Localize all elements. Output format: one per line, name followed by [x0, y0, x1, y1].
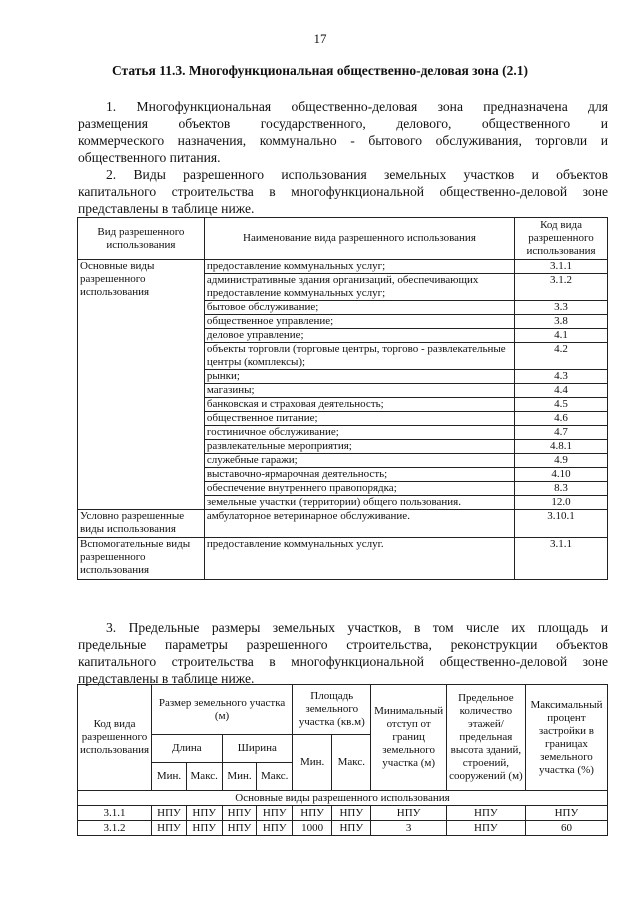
cell-code: 3.1.1 [78, 806, 152, 821]
cell-len-min: НПУ [152, 806, 187, 821]
use-name: гостиничное обслуживание; [204, 426, 514, 440]
cell-floors: НПУ [446, 806, 525, 821]
use-code: 12.0 [515, 496, 608, 510]
cell-wid-min: НПУ [222, 821, 257, 836]
cell-wid-max: НПУ [257, 821, 293, 836]
paragraph-3-line: капитального строительства в многофункциональной общественно-деловой зоне [78, 654, 608, 669]
paragraph-1-line: размещения объектов государственного, делового, общественного и [78, 116, 608, 131]
permitted-use-table [77, 217, 608, 580]
header-width-max: Макс. [257, 763, 293, 791]
paragraph-3-line: представлены в таблице ниже. [78, 671, 255, 686]
use-code: 3.3 [515, 301, 608, 315]
table-row [78, 510, 608, 538]
use-name: амбулаторное ветеринарное обслуживание. [204, 510, 514, 538]
use-name: банковская и страховая деятельность; [204, 398, 514, 412]
cell-setback: НПУ [371, 806, 446, 821]
header-area: Площадь земельного участка (кв.м) [293, 685, 371, 735]
header-coverage: Максимальный процент застройки в границах земельного участка (%) [525, 685, 607, 791]
auxiliary-uses-group [78, 538, 608, 580]
use-name: магазины; [204, 384, 514, 398]
use-name: развлекательные мероприятия; [204, 440, 514, 454]
table-row [78, 260, 608, 274]
header-area-max: Макс. [332, 735, 371, 791]
use-code: 3.8 [515, 315, 608, 329]
use-name: служебные гаражи; [204, 454, 514, 468]
table-row [78, 821, 608, 836]
use-name: предоставление коммунальных услуг; [204, 260, 514, 274]
cell-coverage: НПУ [525, 806, 607, 821]
paragraph-2 [78, 166, 608, 217]
cell-setback: 3 [371, 821, 446, 836]
conditional-uses-group [78, 510, 608, 538]
paragraph-3-line: 3. Предельные размеры земельных участков, в том числе их площадь и [106, 620, 608, 635]
use-name: административные здания организаций, обеспечивающих предоставление коммунальных услуг; [204, 274, 514, 301]
paragraph-1 [78, 98, 608, 166]
paragraph-1-line: коммерческого назначения, коммунально - бытового обслуживания, торговли и [78, 133, 608, 148]
use-name: деловое управление; [204, 329, 514, 343]
use-code: 4.3 [515, 370, 608, 384]
use-code: 4.8.1 [515, 440, 608, 454]
header-width: Ширина [222, 735, 293, 763]
article-title: Статья 11.3. Многофункциональная общественно-деловая зона (2.1) [111, 63, 528, 78]
page-number: 17 [313, 31, 327, 46]
header-use-name: Наименование вида разрешенного использования [204, 218, 514, 260]
header-length-min: Мин. [152, 763, 187, 791]
use-name: объекты торговли (торговые центры, торгово - развлекательные центры (комплексы); [204, 343, 514, 370]
use-code: 8.3 [515, 482, 608, 496]
use-name: общественное управление; [204, 315, 514, 329]
paragraph-2-line: 2. Виды разрешенного использования земельных участков и объектов [106, 167, 608, 182]
table-row [78, 806, 608, 821]
header-use-kind: Вид разрешенного использования [78, 218, 205, 260]
use-name: общественное питание; [204, 412, 514, 426]
use-code: 4.4 [515, 384, 608, 398]
use-code: 4.10 [515, 468, 608, 482]
cell-area-min: 1000 [293, 821, 332, 836]
use-code: 4.2 [515, 343, 608, 370]
use-code: 4.6 [515, 412, 608, 426]
cell-len-max: НПУ [186, 821, 222, 836]
cell-code: 3.1.2 [78, 821, 152, 836]
use-name: выставочно-ярмарочная деятельность; [204, 468, 514, 482]
cell-area-min: НПУ [293, 806, 332, 821]
section-label: Основные виды разрешенного использования [78, 791, 608, 806]
paragraph-1-line: общественного питания. [78, 150, 221, 165]
header-length-max: Макс. [186, 763, 222, 791]
use-code: 4.1 [515, 329, 608, 343]
paragraph-1-line: 1. Многофункциональная общественно-деловая зона предназначена для [106, 99, 608, 114]
paragraph-3 [78, 619, 608, 687]
paragraph-2-line: представлены в таблице ниже. [78, 201, 255, 216]
use-group-label: Вспомогательные виды разрешенного использования [78, 538, 205, 580]
header-code: Код вида разрешенного использования [78, 685, 152, 791]
use-code: 3.1.2 [515, 274, 608, 301]
use-code: 3.1.1 [515, 260, 608, 274]
cell-coverage: 60 [525, 821, 607, 836]
parameters-rows [78, 806, 608, 836]
cell-len-max: НПУ [186, 806, 222, 821]
header-floors: Предельное количество этажей/ предельная высота зданий, строений, сооружений (м) [446, 685, 525, 791]
header-setback: Минимальный отступ от границ земельного участка (м) [371, 685, 446, 791]
use-group-label: Условно разрешенные виды использования [78, 510, 205, 538]
paragraph-2-line: капитального строительства в многофункциональной общественно-деловой зоне [78, 184, 608, 199]
cell-len-min: НПУ [152, 821, 187, 836]
table-row [78, 538, 608, 580]
main-uses-group [78, 260, 608, 510]
header-use-code: Код вида разрешенного использования [515, 218, 608, 260]
cell-wid-min: НПУ [222, 806, 257, 821]
cell-wid-max: НПУ [257, 806, 293, 821]
use-code: 4.9 [515, 454, 608, 468]
paragraph-3-line: предельные параметры разрешенного строительства, реконструкции объектов [78, 637, 608, 652]
use-code: 4.5 [515, 398, 608, 412]
cell-area-max: НПУ [332, 806, 371, 821]
use-group-label: Основные виды разрешенного использования [78, 260, 205, 510]
use-name: рынки; [204, 370, 514, 384]
header-size: Размер земельного участка (м) [152, 685, 293, 735]
header-width-min: Мин. [222, 763, 257, 791]
header-length: Длина [152, 735, 223, 763]
use-code: 3.1.1 [515, 538, 608, 580]
use-name: бытовое обслуживание; [204, 301, 514, 315]
use-name: обеспечение внутреннего правопорядка; [204, 482, 514, 496]
use-name: земельные участки (территории) общего пользования. [204, 496, 514, 510]
cell-area-max: НПУ [332, 821, 371, 836]
use-name: предоставление коммунальных услуг. [204, 538, 514, 580]
use-code: 4.7 [515, 426, 608, 440]
header-area-min: Мин. [293, 735, 332, 791]
use-code: 3.10.1 [515, 510, 608, 538]
cell-floors: НПУ [446, 821, 525, 836]
parameters-table [77, 684, 608, 836]
